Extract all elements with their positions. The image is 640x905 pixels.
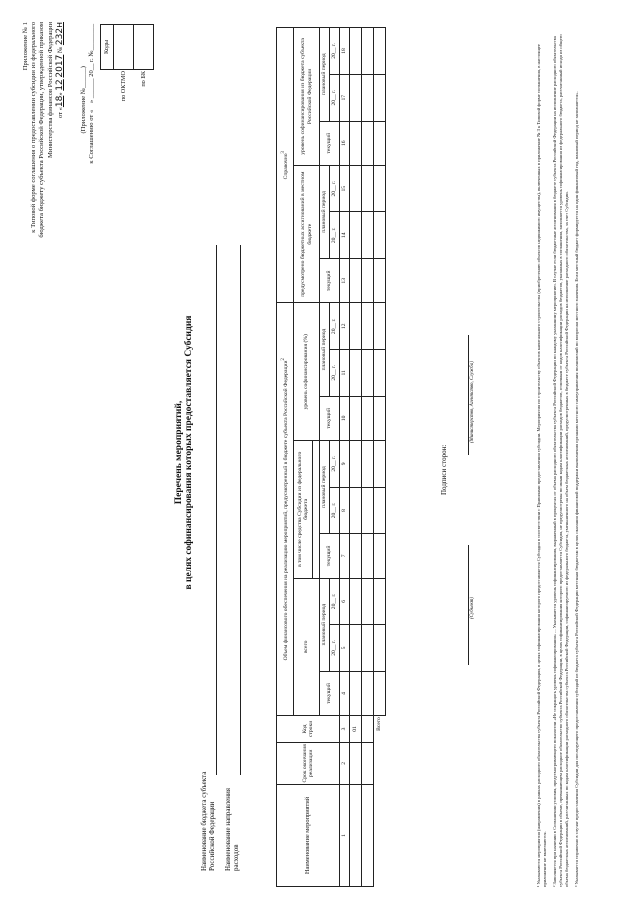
codes-row-bk: по БК [139, 71, 147, 87]
header-line-3: бюджета бюджету субъекта Российской Федерации, утвержденной приказом [38, 22, 46, 238]
total-label: Всего [374, 716, 386, 785]
document-title [174, 0, 194, 905]
period-current-4: текущий [320, 259, 340, 303]
cell-value[interactable] [362, 396, 374, 440]
cell-value[interactable] [350, 396, 362, 440]
cell-value[interactable] [350, 487, 362, 534]
year-cell: 20__ г. [330, 303, 340, 350]
year-cell: 20__ г. [330, 625, 340, 672]
cell-term[interactable] [350, 742, 362, 784]
header-reference-cell [277, 28, 294, 303]
footnotes [536, 25, 580, 887]
col-number: 18 [340, 28, 350, 75]
year-cell: 20__ г. [330, 165, 340, 212]
cell-value[interactable] [350, 212, 362, 259]
header-order-line [55, 22, 66, 238]
footnote-2: ² Заполняется при наличии в Соглашении условия, предусматривающего показатели «Не сокращать уровень софинансирования» ... Указывается уровень софинансирования, выраженный в процентах от объема расходного обязательства субъекта Российской Федерации по каждому указанному мероприятию. В случае если бюджетные ассигнования в бюджете субъекта Российской Федерации на исполнение расходного обязательства субъекта Российской Федерации в объеме, превышающем расходное обязательство субъекта Российской Федерации, в целях софинансирования которого предоставляется Субсидия, не предусмотрены по иным кодам классификации расходов бюджетов, отличным от кодов классификации расходов бюджетов, указанных в соглашении, заполняется уровень софинансирования из федерального бюджета, рассчитанный исходя из общего объема бюджетных ассигнований, рассчитанных по кодам классификации расходного обязательства субъекта Российской Федерации, софинансируемого из федерального бюджета, уменьшенного на объем бюджетных ассигнований, предусмотренных в бюджете субъекта Российской Федерации на исполнение расходного обязательства, за счет Субсидии. [551, 34, 569, 887]
cell-row-code[interactable] [362, 716, 374, 743]
total-value[interactable] [374, 303, 386, 350]
table-row [350, 28, 362, 887]
cell-term[interactable] [362, 742, 374, 784]
signature-caption-left: (Субъект) [470, 597, 475, 619]
cell-value[interactable] [350, 578, 362, 625]
cell-value[interactable] [350, 441, 362, 488]
year-cell: 20__ г. [330, 350, 340, 397]
header-volume-cell [277, 303, 294, 716]
year-cell: 20__ г. [330, 74, 340, 121]
col-number: 17 [340, 74, 350, 121]
col-number: 1 [340, 784, 350, 886]
total-value[interactable] [374, 165, 386, 212]
cell-value[interactable] [362, 487, 374, 534]
footnote-1: ¹ Указываются мероприятия (направления) в рамках расходного обязательства субъекта Российской Федерации, в целях софинансирования которого предоставляется Субсидия в соответствии с Правилами предоставления субсидии. Мероприятия по строительству объектов капитального строительства (приобретению объектов недвижимого имущества), включенных в приложение № 3 к Типовой форме соглашения, в настоящее приложение не включаются. [536, 44, 547, 887]
period-planned-5: плановый период [320, 28, 330, 122]
cell-value[interactable] [362, 28, 374, 75]
col-number: 6 [340, 578, 350, 625]
period-planned-1: плановый период [320, 578, 330, 671]
total-row [374, 28, 386, 887]
agreement-mid: » [88, 99, 95, 104]
order-year: 2017 [54, 54, 65, 78]
col-number: 16 [340, 121, 350, 165]
total-value[interactable] [374, 350, 386, 397]
header-local-budget: предусмотрено бюджетных ассигнований в местном бюджете [294, 165, 320, 303]
cell-value[interactable] [350, 121, 362, 165]
col-number: 11 [340, 350, 350, 397]
budget-name-label-1: Наименование бюджета субъекта [200, 771, 208, 871]
col-number: 5 [340, 625, 350, 672]
col-number: 9 [340, 441, 350, 488]
cell-value[interactable] [350, 671, 362, 715]
cell-value[interactable] [350, 534, 362, 578]
header-row-code: Код строки [277, 716, 340, 743]
cell-value[interactable] [362, 671, 374, 715]
header-all: всего [294, 578, 320, 716]
header-term: Срок окончания реализации [277, 742, 340, 784]
expense-direction-field [224, 788, 240, 871]
budget-name-field [200, 772, 216, 871]
cell-value[interactable] [362, 74, 374, 121]
header-volume-sup: 2 [280, 358, 286, 361]
year-cell: 20__ г. [330, 212, 340, 259]
signatures-title: Подписи сторон: [440, 444, 448, 495]
header-reference: Справочно [282, 153, 289, 180]
expense-direction-label-2: расходов [232, 844, 241, 871]
header-subsidy-spacer [313, 441, 320, 579]
cell-value[interactable] [362, 121, 374, 165]
codes-header: Коды [101, 25, 114, 70]
cell-value[interactable] [362, 212, 374, 259]
header-measures-name: Наименование мероприятий [277, 784, 340, 886]
cell-value[interactable] [362, 578, 374, 625]
agreement-year: 20 [88, 70, 95, 77]
order-month: 12 [54, 79, 65, 91]
order-no-label: № [56, 46, 64, 54]
year-cell: 20__ г. [330, 487, 340, 534]
total-value[interactable] [374, 671, 386, 715]
budget-name-line[interactable] [216, 245, 217, 775]
period-current-2: текущий [320, 534, 340, 578]
header-line-4: Министерства финансов Российской Федерации [46, 22, 54, 158]
measures-table [276, 27, 386, 887]
cell-value[interactable] [362, 165, 374, 212]
header-level-subject: уровень софинансирования из бюджета субъекта Российской Федерации [294, 28, 320, 166]
total-value[interactable] [374, 534, 386, 578]
total-value[interactable] [374, 625, 386, 672]
expense-direction-line[interactable] [240, 245, 241, 775]
total-value[interactable] [374, 487, 386, 534]
year-cell: 20__ г. [330, 578, 340, 625]
cell-value[interactable] [350, 259, 362, 303]
cell-value[interactable] [350, 303, 362, 350]
cell-value[interactable] [362, 303, 374, 350]
total-value[interactable] [374, 259, 386, 303]
title-line-2: в целях софинансирования которых предоставляется Субсидия [184, 315, 194, 590]
col-number: 2 [340, 742, 350, 784]
signature-line-right[interactable] [468, 335, 469, 455]
cell-value[interactable] [362, 441, 374, 488]
order-day: 18 [54, 95, 65, 108]
total-value[interactable] [374, 28, 386, 75]
title-line-1: Перечень мероприятий, [174, 400, 184, 505]
agreement-tail: г. № [88, 50, 95, 62]
cell-value[interactable] [350, 350, 362, 397]
footnote-3: ³ Указывается справочно в случае предоставления Субсидии для последующего предоставления субсидий из бюджета субъекта Российской Федерации местным бюджетам в целях оказания финансовой поддержки выполнения органами местного самоуправления полномочий по вопросам местного значения. Если местный бюджет формируется на один финансовый год, плановый период не заполняется». [573, 91, 579, 887]
signature-caption-right: (Министерство, Агентство, Служба) [470, 361, 475, 443]
total-value[interactable] [374, 396, 386, 440]
col-number: 12 [340, 303, 350, 350]
year-cell: 20__ г. [330, 28, 340, 75]
cell-value[interactable] [350, 625, 362, 672]
period-current-5: текущий [320, 121, 340, 165]
cell-value[interactable] [362, 259, 374, 303]
appendix-header [22, 22, 66, 238]
col-number: 8 [340, 487, 350, 534]
cell-value[interactable] [350, 28, 362, 75]
table-row-empty [362, 28, 374, 887]
order-date-mid: » [56, 92, 64, 96]
codes-row-oktmo: по ОКТМО [119, 71, 127, 102]
signature-line-left[interactable] [468, 545, 469, 665]
total-value[interactable] [374, 212, 386, 259]
period-planned-2: плановый период [320, 441, 330, 534]
codes-table [100, 24, 154, 142]
col-number: 7 [340, 534, 350, 578]
appendix-number-label: (Приложение № [80, 87, 87, 134]
period-current-1: текущий [320, 671, 340, 715]
expense-direction-label-1: Наименование направления [224, 788, 232, 871]
col-number: 3 [340, 716, 350, 743]
total-value[interactable] [374, 74, 386, 121]
header-line-1: Приложение № 1 [22, 22, 29, 71]
header-line-2: к Типовой форме соглашения о предоставлении субсидии из федерального [30, 22, 38, 233]
header-reference-sup: 3 [280, 151, 286, 154]
cell-measure-name[interactable] [350, 784, 362, 886]
header-volume: Объем финансового обеспечения на реализацию мероприятий, предусмотренный в бюджете субъекта Российской Федерации [282, 360, 289, 661]
col-number: 10 [340, 396, 350, 440]
cell-value[interactable] [362, 350, 374, 397]
col-number: 4 [340, 671, 350, 715]
total-value[interactable] [374, 578, 386, 625]
cell-value[interactable] [350, 165, 362, 212]
codes-value-bk[interactable] [134, 25, 154, 70]
agreement-prefix: к Соглашению от « [88, 109, 95, 164]
col-number: 13 [340, 259, 350, 303]
header-subsidy: в том числе средства Субсидии из федерального бюджета [294, 441, 313, 579]
order-date-prefix: от « [56, 107, 64, 119]
col-number: 14 [340, 212, 350, 259]
total-spacer [374, 784, 386, 886]
order-number: 232н [54, 22, 65, 46]
period-current-3: текущий [320, 396, 340, 440]
cell-value[interactable] [350, 74, 362, 121]
cell-row-code: 01 [350, 716, 362, 743]
cell-measure-name[interactable] [362, 784, 374, 886]
column-number-row [340, 28, 350, 887]
agreement-ref-line: к Соглашению от « » ______ 20__ г. №________ [88, 24, 95, 164]
total-value[interactable] [374, 441, 386, 488]
cell-value[interactable] [362, 534, 374, 578]
codes-value-oktmo[interactable] [114, 25, 134, 70]
cell-value[interactable] [362, 625, 374, 672]
appendix-number-tail: ) [80, 66, 87, 69]
period-planned-4: плановый период [320, 165, 330, 258]
col-number: 15 [340, 165, 350, 212]
total-value[interactable] [374, 121, 386, 165]
year-cell: 20__ г. [330, 441, 340, 488]
appendix-number-line: (Приложение №______) [80, 66, 87, 134]
budget-name-label-2: Российской Федерации [208, 801, 217, 871]
header-level: уровень софинансирования (%) [294, 303, 320, 441]
period-planned-3: плановый период [320, 303, 330, 396]
